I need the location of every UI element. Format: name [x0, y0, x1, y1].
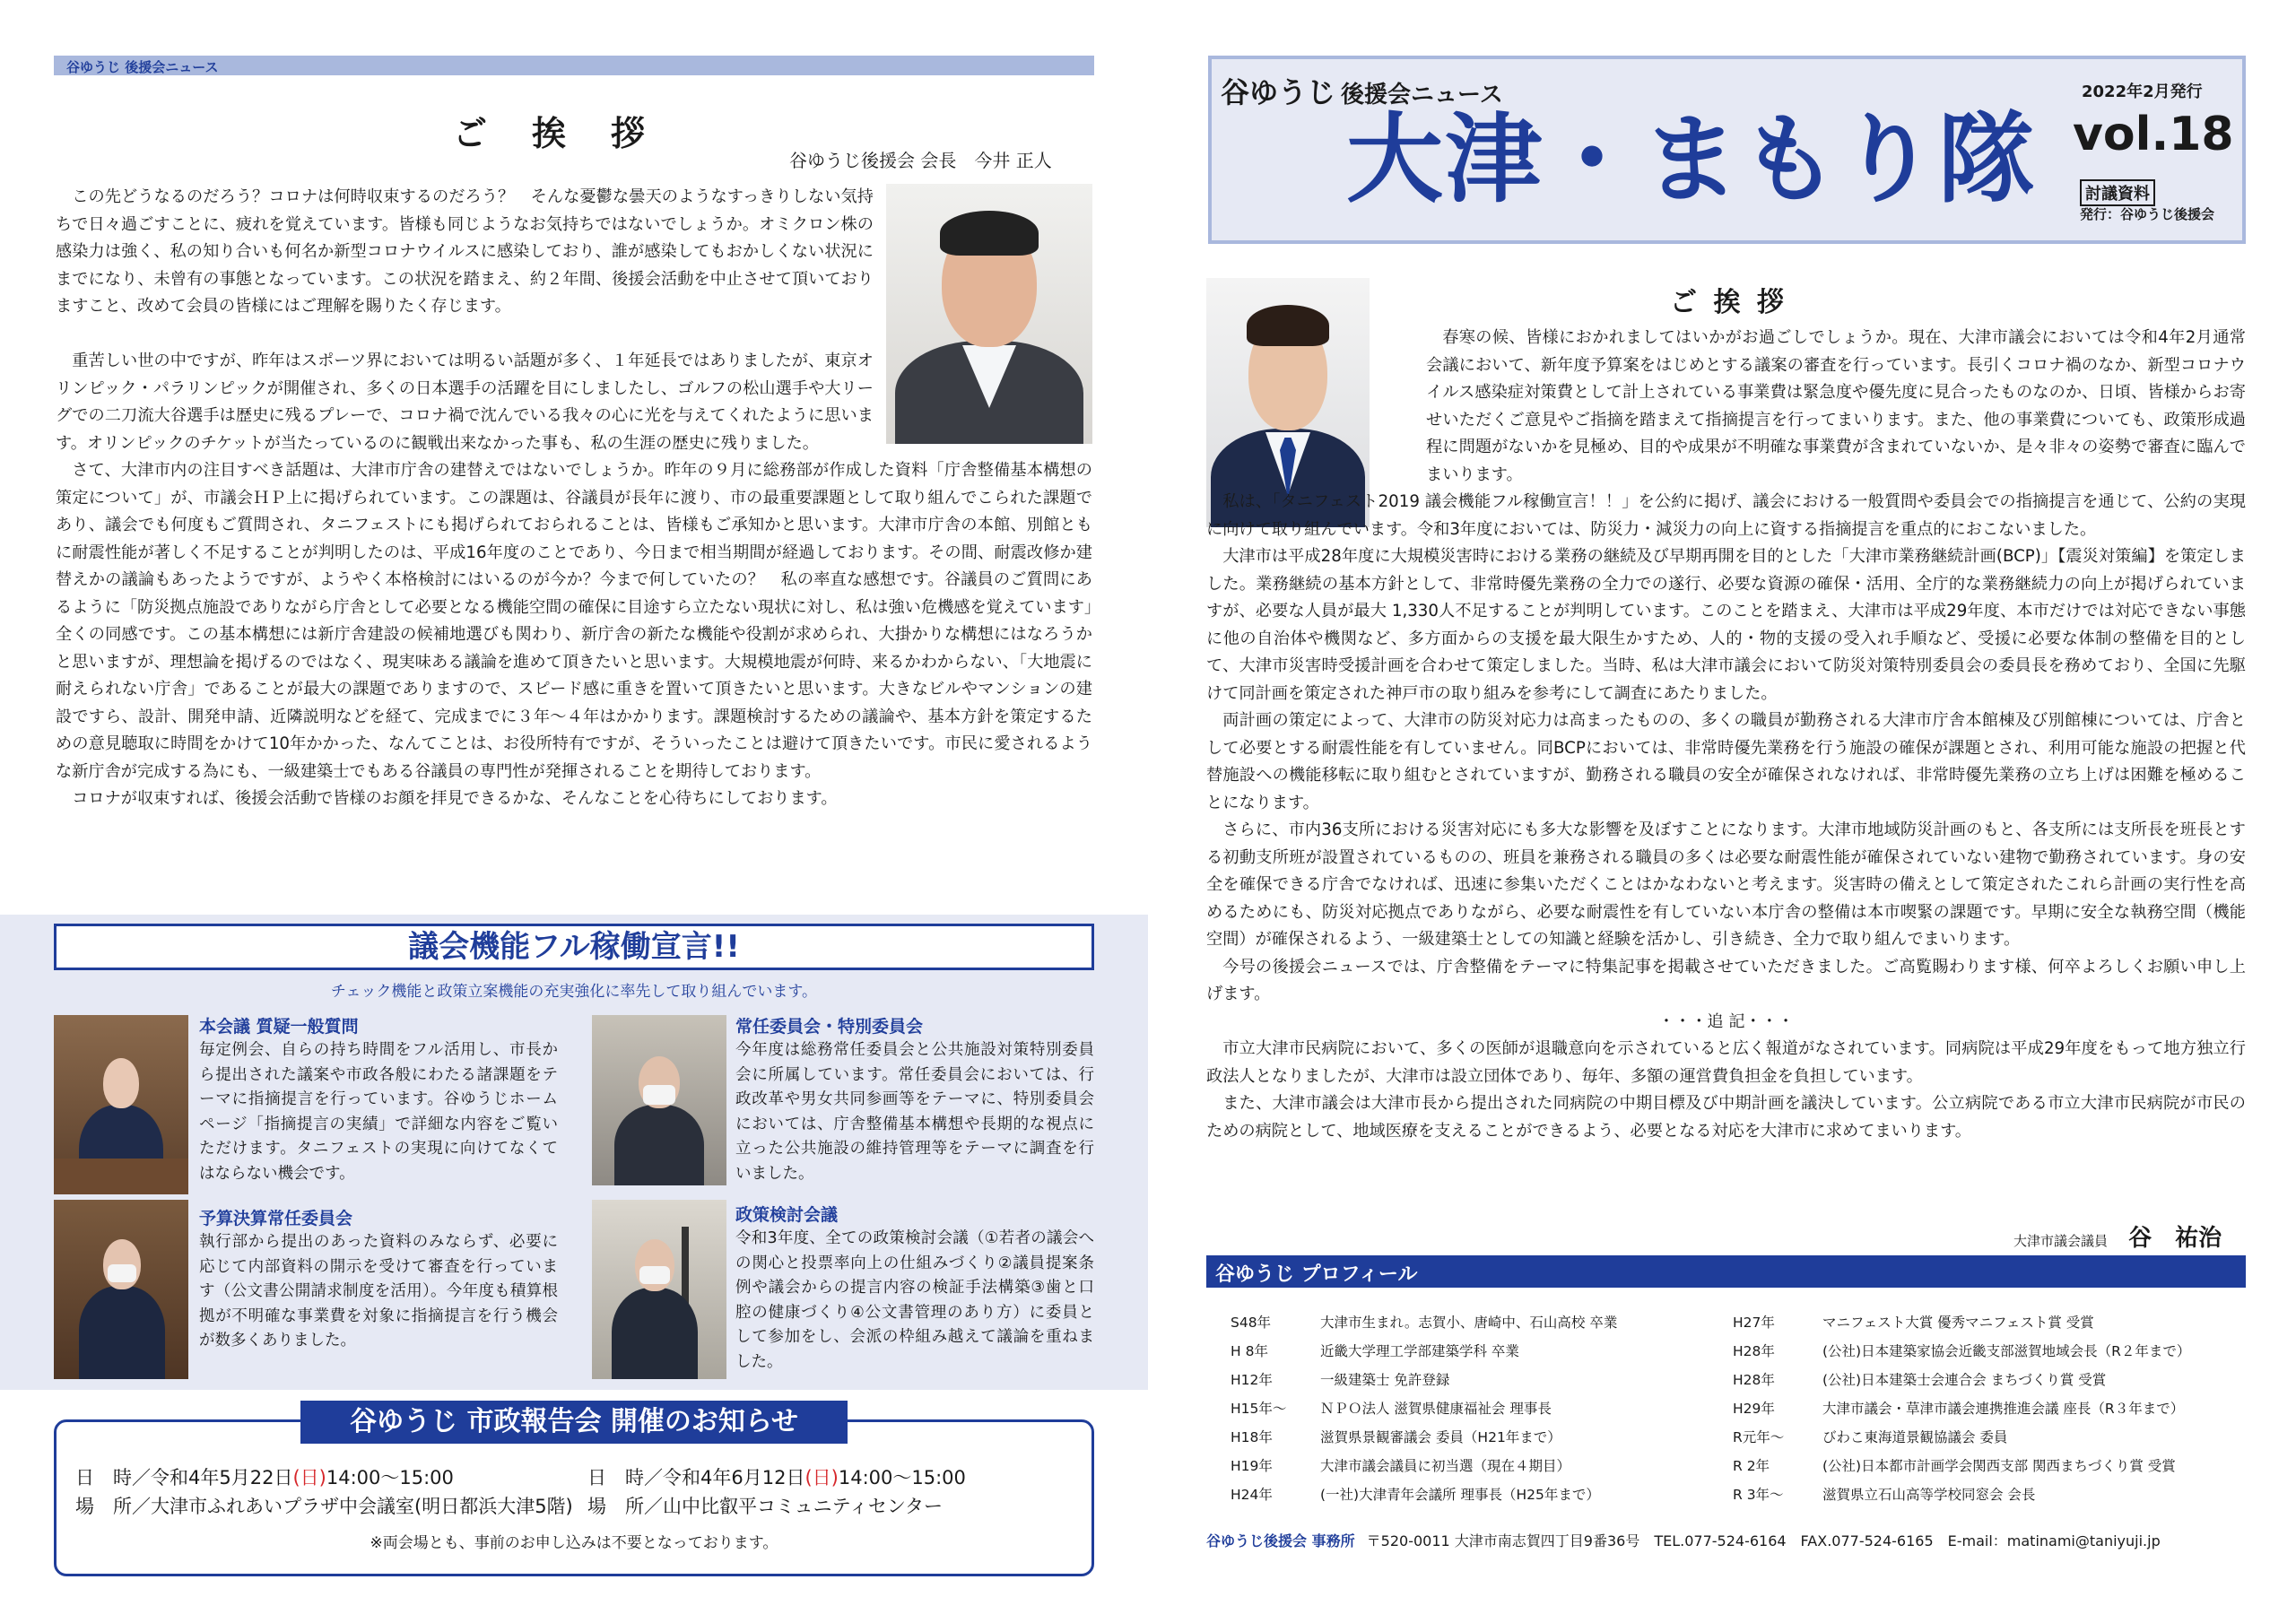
profile-text: 大津市議会・草津市議会連携推進会議 座長（R３年まで） [1822, 1401, 2185, 1417]
profile-year: S48年 [1231, 1315, 1272, 1331]
activity-title: 予算決算常任委員会 [199, 1209, 353, 1228]
profile-text: (一社)大津青年会議所 理事長（H25年まで） [1320, 1487, 1600, 1503]
event-1 [75, 1463, 573, 1521]
profile-text: 一級建築士 免許登録 [1320, 1372, 1450, 1388]
masthead-sub-rest: 後援会ニュース [1341, 82, 1503, 108]
activity-title: 本会議 質疑一般質問 [199, 1017, 359, 1037]
greeting-paragraph: この先どうなるのだろう？コロナは何時収束するのだろう？ そんな憂鬱な曇天のようなすっきりしない気持ちで日々過ごすことに、疲れを覚えています。皆様も同じようなお気持ちではないでしょうか。オミクロン株の感染力は強く、私の知り合いも何名か新型コロナウイルスに感染しており、誰が感染してもおかしくない状況にまでになり、未曾有の事態となっています。この状況を踏まえ、約２年間、後援会活動を中止させて頂いておりますこと、改めて会員の皆様にはご理解を賜りたく存じます。 [56, 187, 874, 316]
signature-name: 谷 祐治 [2128, 1225, 2222, 1252]
profile-year: H19年 [1231, 1458, 1273, 1474]
right-greeting-paragraph: 大津市は平成28年度に大規模災害時における業務の継続及び早期再開を目的とした「大津市業務継続計画(BCP)」【震災対策編】を策定しました。業務継続の基本方針として、非常時優先業務の全力での遂行、必要な資源の確保・活用、全庁的な業務継続力の向上が掲げられていますが、必要な人員が最大 1,330人不足することが判明しています。このことを踏まえ、大津市は平成29年度、本市だけでは対応できない事態に他の自治体や機関など、多方面からの支援を最大限生かすため、人的・物的支援の受入れ手順など、受援に必要な体制の整備を目的として、大津市災害時受援計画を合わせて策定しました。当時、私は大津市議会において防災対策特別委員会の委員長を務めており、全国に先駆けて同計画を策定された神戸市の取り組みを参考にして調査にあたりました。 [1206, 547, 2246, 703]
declaration-title: 議会機能フル稼働宣言!! [408, 929, 740, 965]
event-weekday: (日) [292, 1467, 326, 1488]
activity-budget [199, 1207, 558, 1354]
report-title: 谷ゆうじ 市政報告会 開催のお知らせ [350, 1406, 798, 1437]
profile-list-left [1231, 1314, 1733, 1511]
event-date [587, 1463, 966, 1492]
footer-office-name: 谷ゆうじ後援会 事務所 [1206, 1532, 1355, 1549]
report-title-band [300, 1401, 848, 1444]
postscript-label: ・・・追 記・・・ [1657, 1011, 1795, 1031]
profile-text: (公社)日本建築家協会近畿支部滋賀地域会長（R２年まで） [1822, 1343, 2191, 1359]
greeting-body [56, 184, 874, 321]
footer-office [1206, 1530, 2161, 1550]
right-greeting-paragraph: 両計画の策定によって、大津市の防災対応力は高まったものの、多くの職員が勤務される大津市庁舎本館棟及び別館棟については、庁舎として必要とする耐震性能を有していません。同BCPにおいては、非常時優先業務を行う施設の確保が課題とされ、利用可能な施設の把握と代替施設への機能移転に取り組むとされていますが、勤務される職員の安全が確保されなければ、非常時優先業務の立ち上げは困難を極めることになります。 [1206, 711, 2246, 812]
greeting-paragraph: コロナが収束すれば、後援会活動で皆様のお顔を拝見できるかな、そんなことを心待ちにしております。 [72, 789, 838, 808]
profile-year: H24年 [1231, 1487, 1273, 1503]
footer-address: 〒520-0011 大津市南志賀四丁目9番36号 TEL.077-524-6164 FAX.077-524-6165 E-mail：matinami@taniyuji.jp [1366, 1532, 2161, 1549]
activity-photo-committee [592, 1015, 726, 1185]
profile-year: H 8年 [1231, 1343, 1268, 1359]
profile-text: (公社)日本建築士会連合会 まちづくり賞 受賞 [1822, 1372, 2107, 1388]
profile-list-right [1733, 1314, 2244, 1511]
report-note: ※両会場とも、事前のお申し込みは不要となっております。 [370, 1534, 778, 1552]
right-greeting-body-2 [1206, 489, 2246, 1145]
activity-text: 令和3年度、全ての政策検討会議（①若者の議会への関心と投票率向上の仕組みづくり②議員提案条例や議会からの提言内容の検証手法構築③歯と口腔の健康づくり④公文書管理のあり方）に委員として参加をし、会派の枠組み越えて議論を重ねました。 [735, 1229, 1094, 1371]
event-time: 14:00～15:00 [326, 1467, 454, 1488]
profile-year: H18年 [1231, 1429, 1273, 1445]
event-date-prefix: 日 時／令和4年5月22日 [75, 1467, 293, 1488]
activity-photo-budget [54, 1200, 188, 1379]
profile-text: びわこ東海道景観協議会 委員 [1822, 1429, 2008, 1445]
activity-policy [735, 1203, 1094, 1375]
activity-photo-plenary [54, 1015, 188, 1194]
profile-text: 滋賀県立石山高等学校同窓会 会長 [1822, 1487, 2036, 1503]
profile-text: 大津市生まれ。志賀小、唐崎中、石山高校 卒業 [1320, 1315, 1618, 1331]
greeting-body-2 [56, 348, 1092, 813]
profile-year: H28年 [1733, 1372, 1775, 1388]
left-header-bar [54, 56, 1094, 75]
profile-text: 大津市議会議員に初当選（現在４期目） [1320, 1458, 1571, 1474]
activity-title: 常任委員会・特別委員会 [735, 1017, 924, 1037]
postscript-paragraph: 市立大津市民病院において、多くの医師が退職意向を示されていると広く報道がなされています。同病院は平成29年度をもって地方独立行政法人となりましたが、大津市は設立団体であり、毎年、多額の運営費負担金を負担しています。 [1206, 1039, 2246, 1086]
event-2 [587, 1463, 966, 1521]
right-greeting-title: ご 挨 拶 [1670, 287, 1787, 318]
profile-year: H15年～ [1231, 1401, 1287, 1417]
profile-year: H12年 [1231, 1372, 1273, 1388]
profile-year: R 3年～ [1733, 1487, 1784, 1503]
declaration-panel [0, 915, 1148, 1390]
publisher: 発行：谷ゆうじ後援会 [2080, 206, 2215, 222]
profile-text: マニフェスト大賞 優秀マニフェスト賞 受賞 [1822, 1315, 2094, 1331]
greeting-paragraph: さて、大津市内の注目すべき話題は、大津市庁舎の建替えではないでしょうか。昨年の９月に総務部が作成した資料「庁舎整備基本構想の策定について」が、市議会ＨＰ上に掲げられています。この課題は、谷議員が長年に渡り、市の最重要課題として取り組んでこられた課題であり、議会でも何度もご質問され、タニフェストにも掲げられておられることは、皆様もご承知かと思います。大津市庁舎の本館、別館ともに耐震性能が著しく不足することが判明したのは、平成16年度のことであり、今日まで相当期間が経過しております。その間、耐震改修か建替えかの議論もあったようですが、ようやく本格検討にはいるのが今か？今まで何していたの？ 私の率直な感想です。谷議員のご質問にあるように「防災拠点施設でありながら庁舎として必要となる機能空間の確保に目途すら立たない現状に対し、私は強い危機感を覚えています」全くの同感です。この基本構想には新庁舎建設の候補地選びも関わり、新庁舎の新たな機能や役割が求められ、大掛かりな構想にはなろうかと思いますが、理想論を掲げるのではなく、現実味ある議論を進めて頂きたいと思います。大規模地震が何時、来るかわからない、「大地震に耐えられない庁舎」であることが最大の課題でありますので、スピード感に重きを置いて頂きたいと思います。大きなビルやマンションの建設ですら、設計、開発申請、近隣説明などを経て、完成までに３年～４年はかかります。課題検討するための議論や、基本方針を策定するための意見聴取に時間をかけて10年かかった、なんてことは、お役所特有ですが、そういったことは避けて頂きたいです。市民に愛されるような新庁舎が完成する為にも、一級建築士でもある谷議員の専門性が発揮されることを期待しております。 [56, 461, 1092, 781]
masthead-title: 大津・まもり隊 [1346, 104, 2038, 216]
profile-header [1206, 1255, 2246, 1288]
vol-number: vol.18 [2073, 108, 2234, 161]
event-weekday: (日) [804, 1467, 839, 1488]
masthead-sub-name: 谷ゆうじ [1221, 75, 1336, 109]
activity-text: 今年度は総務常任委員会と公共施設対策特別委員会に所属しています。常任委員会においては、行政改革や男女共同参画等をテーマに、特別委員会においては、庁舎整備基本構想や長期的な視点に立った公共施設の維持管理等をテーマに調査を行いました。 [735, 1041, 1094, 1183]
profile-year: R元年～ [1733, 1429, 1785, 1445]
activity-text: 毎定例会、自らの持ち時間をフル活用し、市長から提出された議案や市政各般にわたる諸課題をテーマに指摘提言を行っています。谷ゆうじホームページ「指摘提言の実績」で詳細な内容をご覧いただけます。タニフェストの実現に向けてなくてはならない機会です。 [199, 1041, 558, 1183]
profile-text: (公社)日本都市計画学会関西支部 関西まちづくり賞 受賞 [1822, 1458, 2176, 1474]
right-greeting-body [1426, 325, 2246, 489]
doc-type: 討議資料 [2080, 179, 2155, 206]
issue-date: 2022年2月発行 [2082, 82, 2203, 101]
activity-photo-policy [592, 1200, 726, 1379]
profile-year: R 2年 [1733, 1458, 1770, 1474]
right-greeting-paragraph: 春寒の候、皆様におかれましてはいかがお過ごしでしょうか。現在、大津市議会においては令和4年2月通常会議において、新年度予算案をはじめとする議案の審査を行っています。長引くコロナ禍のなか、新型コロナウイルス感染症対策費として計上されている事業費は緊急度や優先度に見合ったものなのか、日頃、皆様からお寄せいただくご意見やご指摘を踏まえて指摘提言を行ってまいります。また、他の事業費についても、政策形成過程に問題がないかを見極め、目的や成果が不明確な事業費が含まれていないか、是々非々の姿勢で審査に臨んでまいります。 [1426, 328, 2246, 484]
profile-year: H29年 [1733, 1401, 1775, 1417]
right-greeting-paragraph: 私は、「タニフェスト2019 議会機能フル稼働宣言！！」を公約に掲げ、議会における一般質問や委員会での指摘提言を通じて、公約の実現に向けて取り組んでいます。令和3年度においては、防災力・減災力の向上に資する指摘提言を重点的におこないました。 [1206, 492, 2246, 539]
profile-text: 近畿大学理工学部建築学科 卒業 [1320, 1343, 1519, 1359]
signature [2013, 1219, 2222, 1253]
right-greeting-paragraph: 今号の後援会ニュースでは、庁舎整備をテーマに特集記事を掲載させていただきました。ご高覧賜わります様、何卒よろしくお願い申し上げます。 [1206, 957, 2246, 1003]
signature-role: 大津市議会議員 [2013, 1233, 2109, 1249]
event-date [75, 1463, 573, 1492]
declaration-subtitle: チェック機能と政策立案機能の充実強化に率先して取り組んでいます。 [330, 983, 818, 1001]
greeting-title: ご 挨 拶 [453, 114, 651, 153]
activity-committee [735, 1015, 1094, 1186]
greeting-author: 谷ゆうじ後援会 会長 今井 正人 [789, 150, 1052, 171]
profile-year: H27年 [1733, 1315, 1775, 1331]
masthead [1208, 56, 2246, 244]
activity-plenary [199, 1015, 558, 1186]
activity-text: 執行部から提出のあった資料のみならず、必要に応じて内部資料の開示を受けて審査を行っています（公文書公開請求制度を活用）。今年度も積算根拠が不明確な事業費を対象に指摘提言を行う機会が数多くありました。 [199, 1233, 558, 1350]
profile-text: 滋賀県景観審議会 委員（H21年まで） [1320, 1429, 1561, 1445]
profile-title: 谷ゆうじ プロフィール [1215, 1263, 1418, 1286]
activity-title: 政策検討会議 [735, 1205, 839, 1225]
event-place: 場 所／山中比叡平コミュニティセンター [587, 1496, 944, 1517]
declaration-title-box [54, 924, 1094, 970]
profile-text: ＮＰＯ法人 滋賀県健康福祉会 理事長 [1320, 1401, 1552, 1417]
event-date-prefix: 日 時／令和4年6月12日 [587, 1467, 805, 1488]
postscript-paragraph: また、大津市議会は大津市長から提出された同病院の中期目標及び中期計画を議決しています。公立病院である市立大津市民病院が市民のための病院として、地域医療を支えることができるよう、必要となる対応を大津市に求めてまいります。 [1206, 1094, 2246, 1141]
right-greeting-paragraph: さらに、市内36支所における災害対応にも多大な影響を及ぼすことになります。大津市地域防災計画のもと、各支所には支所長を班長とする初動支所班が設置されているものの、班員を兼務される職員の多くは必要な耐震性能が確保されていない建物で勤務されています。身の安全を確保できる庁舎でなければ、迅速に参集いただくことはかなわないと考えます。災害時の備えとして策定されたこれら計画の実行性を高めるためにも、防災対応拠点でありながら、必要な耐震性を有していない本庁舎の整備は本市喫緊の課題です。早期に安全な執務空間（機能空間）が確保されるよう、一級建築士としての知識と経験を活かし、引き続き、全力で取り組んでまいります。 [1206, 820, 2246, 949]
profile-year: H28年 [1733, 1343, 1775, 1359]
left-header-label: 谷ゆうじ 後援会ニュース [66, 59, 219, 75]
greeting-paragraph: 重苦しい世の中ですが、昨年はスポーツ界においては明るい話題が多く、１年延長ではありましたが、東京オリンピック・パラリンピックが開催され、多くの日本選手の活躍を目にしましたし、ゴルフの松山選手や大リーグでの二刀流大谷選手は歴史に残るプレーで、コロナ禍で沈んでいる我々の心に光を与えてくれたように思います。オリンピックのチケットが当たっているのに観戦出来なかった事も、私の生涯の歴史に残りました。 [56, 352, 874, 453]
event-place: 場 所／大津市ふれあいプラザ中会議室(明日都浜大津5階) [75, 1496, 573, 1517]
event-time: 14:00～15:00 [838, 1467, 966, 1488]
